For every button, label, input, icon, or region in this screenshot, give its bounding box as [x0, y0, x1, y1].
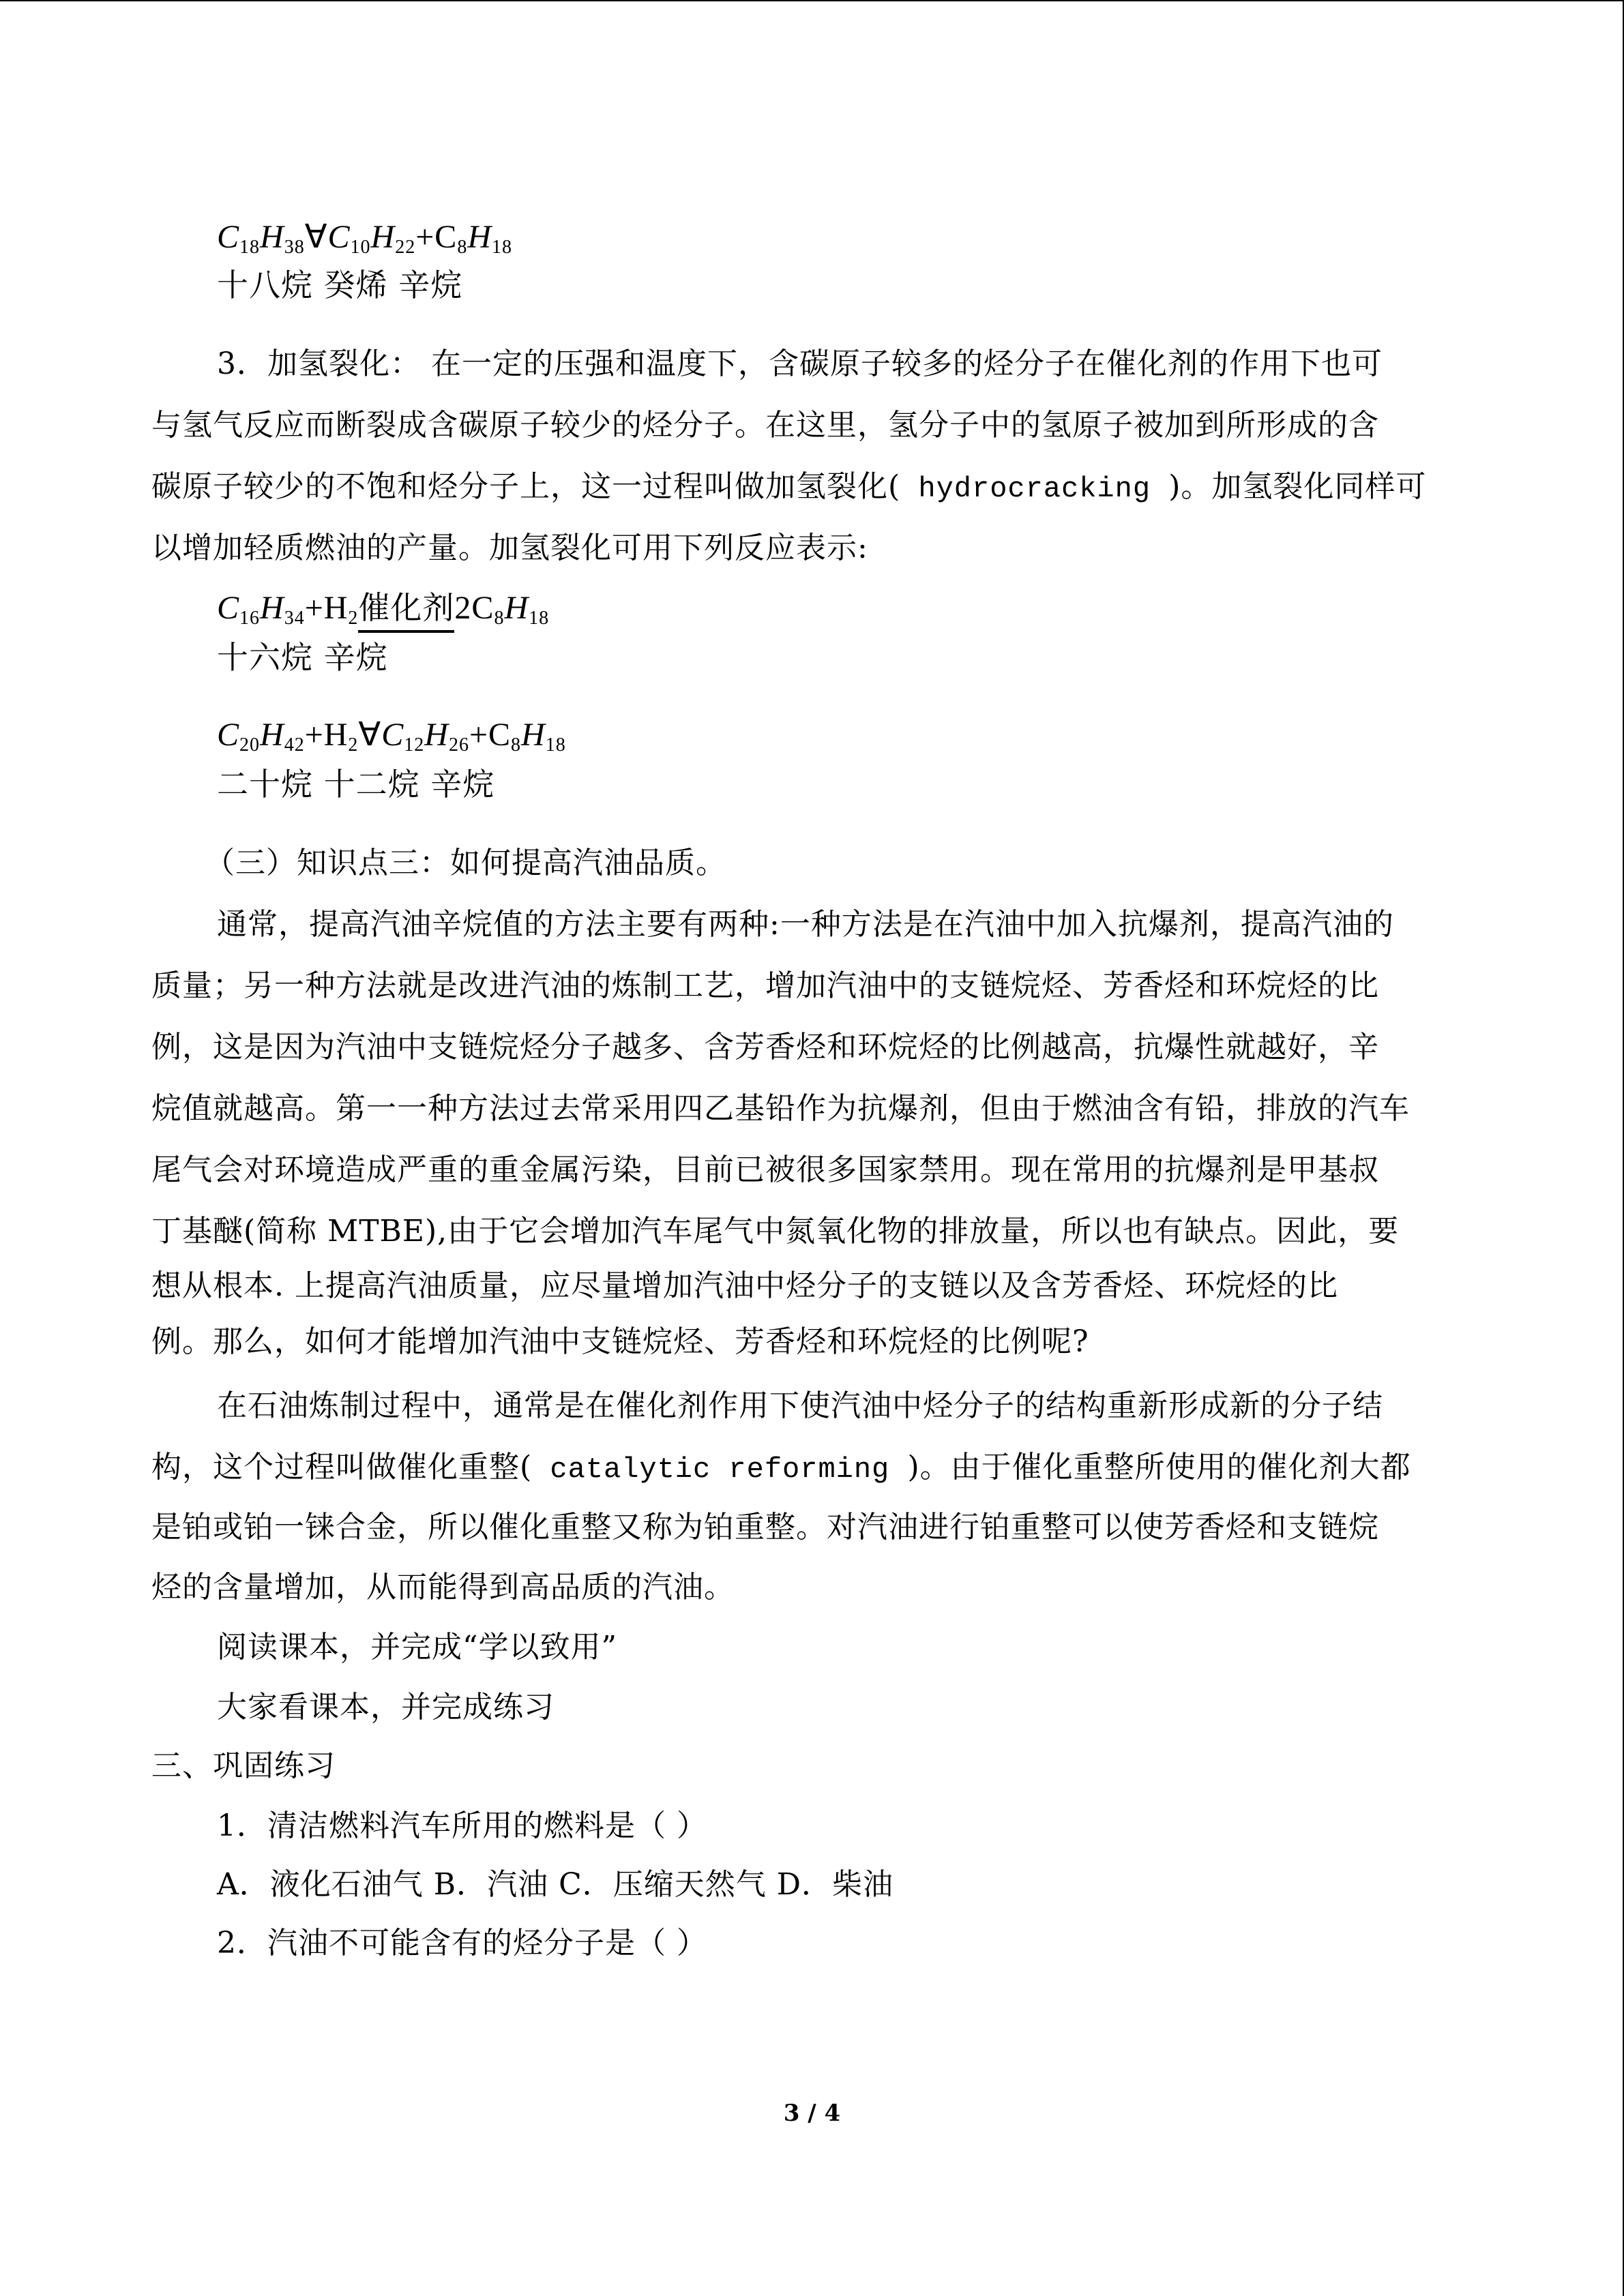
question-2: 2．汽油不可能含有的烃分子是（ ） — [217, 1926, 707, 1960]
equation-octadecane-cracking: $C_{18}H_{38}\forall C_{10}H_{22}+C_8H_{18}$ — [217, 219, 512, 258]
octane-para-line-2: 质量；另一种方法就是改进汽油的炼制工艺，增加汽油中的支链烷烃、芳香烃和环烷烃的比 — [151, 968, 1379, 1003]
hydrocracking-line-3: 碳原子较少的不饱和烃分子上，这一过程叫做加氢裂化( hydrocracking )。加氢裂化同样可 — [151, 469, 1427, 505]
equation-hexadecane-names: 十六烷 辛烷 — [217, 639, 388, 676]
octane-para-line-8: 例。那么，如何才能增加汽油中支链烷烃、芳香烃和环烷烃的比例呢? — [151, 1324, 1089, 1359]
hydrocracking-line-2: 与氢气反应而断裂成含碳原子较少的烃分子。在这里，氢分子中的氢原子被加到所形成的含 — [151, 408, 1379, 443]
octane-para-line-4: 烷值就越高。第一一种方法过去常采用四乙基铅作为抗爆剂，但由于燃油含有铅，排放的汽车 — [151, 1091, 1410, 1126]
reforming-para-line-4: 烃的含量增加，从而能得到高品质的汽油。 — [151, 1570, 735, 1605]
hydrocracking-line-1: 3．加氢裂化： 在一定的压强和温度下，含碳原子较多的烃分子在催化剂的作用下也可 — [217, 346, 1383, 381]
octane-para-line-5: 尾气会对环境造成严重的重金属污染，目前已被很多国家禁用。现在常用的抗爆剂是甲基叔 — [151, 1152, 1379, 1187]
equation-hexadecane-hydrocracking: $C_{16}H_{34}+H_2$催化剂 $2C_8H_{18}$ — [217, 588, 549, 639]
page-number: 3 / 4 — [783, 2100, 841, 2127]
practice-heading: 三、巩固练习 — [151, 1748, 336, 1783]
equation-eicosane-hydrocracking: $C_{20}H_{42}+H_2\forall C_{12}H_{26}+C_8H_{18}$ — [217, 717, 566, 756]
reforming-para-line-3: 是铂或铂一铼合金，所以催化重整又称为铂重整。对汽油进行铂重整可以使芳香烃和支链烷 — [151, 1510, 1379, 1545]
equation-octadecane-names: 十八烷 癸烯 辛烷 — [217, 267, 463, 303]
octane-para-line-7: 想从根本. 上提高汽油质量，应尽量增加汽油中烃分子的支链以及含芳香烃、环烷烃的比 — [151, 1268, 1338, 1303]
question-1-options: A．液化石油气 B．汽油 C．压缩天然气 D．柴油 — [217, 1867, 894, 1902]
octane-para-line-6: 丁基醚(简称 MTBE),由于它会增加汽车尾气中氮氧化物的排放量，所以也有缺点。因此，要 — [151, 1214, 1400, 1249]
octane-para-line-1: 通常，提高汽油辛烷值的方法主要有两种:一种方法是在汽油中加入抗爆剂，提高汽油的 — [217, 907, 1394, 942]
question-1: 1．清洁燃料汽车所用的燃料是（ ） — [217, 1808, 707, 1843]
reading-instruction: 阅读课本，并完成“学以致用” — [217, 1630, 617, 1665]
reforming-para-line-2: 构，这个过程叫做催化重整( catalytic reforming )。由于催化重整所使用的催化剂大都 — [151, 1450, 1411, 1486]
equation-eicosane-names: 二十烷 十二烷 辛烷 — [217, 766, 495, 803]
hydrocracking-line-4: 以增加轻质燃油的产量。加氢裂化可用下列反应表示: — [151, 531, 868, 565]
reforming-para-line-1: 在石油炼制过程中，通常是在催化剂作用下使汽油中烃分子的结构重新形成新的分子结 — [217, 1388, 1383, 1423]
octane-para-line-3: 例，这是因为汽油中支链烷烃分子越多、含芳香烃和环烷烃的比例越高，抗爆性就越好，辛 — [151, 1030, 1379, 1064]
knowledge-point-3-heading: （三）知识点三：如何提高汽油品质。 — [205, 846, 726, 880]
reading-instruction-2: 大家看课本，并完成练习 — [217, 1690, 555, 1725]
page-frame-top — [0, 0, 1624, 1]
catalyst-arrow: 催化剂 — [358, 588, 454, 629]
